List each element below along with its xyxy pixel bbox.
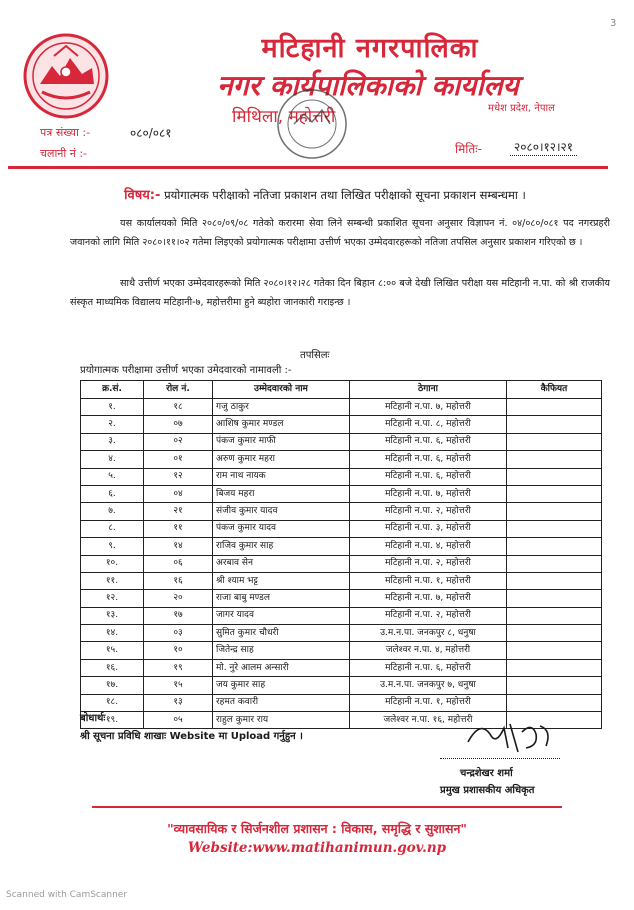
col-address: ठेगाना: [350, 381, 507, 399]
municipality-name: मटिहानी नगरपालिका: [261, 33, 479, 64]
cell-remarks: [507, 468, 602, 485]
cell-remarks: [507, 659, 602, 676]
table-row: [81, 659, 602, 676]
cell-serial: १८.: [81, 694, 144, 711]
cell-serial: १०.: [81, 555, 144, 572]
cell-address: उ.म.न.पा. जनकपुर ८, धनुषा: [350, 625, 507, 642]
cell-name: राहुल कुमार राय: [213, 712, 350, 729]
cell-serial: १.: [81, 399, 144, 416]
cell-remarks: [507, 433, 602, 450]
cell-name: गजु ठाकुर: [213, 399, 350, 416]
table-row: [81, 538, 602, 555]
cell-remarks: [507, 416, 602, 433]
cell-serial: ४.: [81, 451, 144, 468]
cell-serial: ५.: [81, 468, 144, 485]
col-name: उम्मेदवारको नाम: [213, 381, 350, 399]
cell-roll: ०२: [144, 433, 213, 450]
cell-serial: १९.: [81, 712, 144, 729]
cell-serial: ६.: [81, 485, 144, 502]
cell-roll: १७: [144, 607, 213, 624]
cell-address: मटिहानी न.पा. ६, महोत्तरी: [350, 433, 507, 450]
cell-name: संजीव कुमार यादव: [213, 503, 350, 520]
cell-serial: १२.: [81, 590, 144, 607]
header-divider: [8, 166, 608, 169]
cell-remarks: [507, 625, 602, 642]
cell-name: आशिष कुमार मण्डल: [213, 416, 350, 433]
cell-serial: ११.: [81, 572, 144, 589]
cell-remarks: [507, 555, 602, 572]
date-label: मितिः-: [455, 142, 482, 156]
table-row: [81, 451, 602, 468]
cell-roll: ०६: [144, 555, 213, 572]
footer-website: Website:www.matihanimun.gov.np: [187, 840, 447, 856]
results-table: [80, 380, 602, 729]
cc-label: बोधार्थः: [80, 713, 106, 724]
cell-serial: १४.: [81, 625, 144, 642]
cell-address: मटिहानी न.पा. ७, महोत्तरी: [350, 485, 507, 502]
cell-remarks: [507, 399, 602, 416]
scanner-watermark: Scanned with CamScanner: [6, 890, 128, 900]
cell-address: जलेश्वर न.पा. १६, महोत्तरी: [350, 712, 507, 729]
cell-address: मटिहानी न.पा. २, महोत्तरी: [350, 607, 507, 624]
footer-slogan: "व्यावसायिक र सिर्जनशील प्रशासन : विकास, समृद्धि र सुशासन": [167, 821, 467, 836]
table-row: [81, 399, 602, 416]
cell-serial: १३.: [81, 607, 144, 624]
cell-name: रहमत कवारी: [213, 694, 350, 711]
table-row: [81, 607, 602, 624]
cell-roll: १५: [144, 677, 213, 694]
cell-serial: १६.: [81, 659, 144, 676]
cell-name: बिजय महरा: [213, 485, 350, 502]
cell-remarks: [507, 590, 602, 607]
body-paragraph-2: साथै उत्तीर्ण भएका उम्मेदवारहरूको मिति २०८०।१२।२८ गतेका दिन बिहान ८:०० बजे देखी लिखित परीक्षा यस मटिहानी न.पा. को श्री राजकीय संस्कृत माध्यमिक विद्यालय मटिहानी-७, महोत्तरीमा हुने ब्यहोरा जानकारी गराइन्छ ।: [70, 278, 610, 308]
cell-roll: १९: [144, 659, 213, 676]
cell-roll: १४: [144, 538, 213, 555]
cell-serial: १५.: [81, 642, 144, 659]
table-row: [81, 468, 602, 485]
cell-roll: १६: [144, 572, 213, 589]
table-row: [81, 485, 602, 502]
cell-address: मटिहानी न.पा. ८, महोत्तरी: [350, 416, 507, 433]
cell-remarks: [507, 677, 602, 694]
table-row: [81, 520, 602, 537]
cell-address: मटिहानी न.पा. ७, महोत्तरी: [350, 399, 507, 416]
cell-remarks: [507, 607, 602, 624]
cell-remarks: [507, 572, 602, 589]
cell-address: मटिहानी न.पा. ४, महोत्तरी: [350, 538, 507, 555]
cell-name: अरबाव सेन: [213, 555, 350, 572]
office-name: नगर कार्यपालिकाको कार्यालय: [217, 69, 519, 102]
cell-serial: ७.: [81, 503, 144, 520]
table-row: [81, 694, 602, 711]
province-line: मधेश प्रदेश, नेपाल: [488, 103, 555, 114]
dispatch-number-label: चलानी नं :-: [40, 147, 88, 160]
cell-name: पंकज कुमार यादव: [213, 520, 350, 537]
footer-divider: [92, 806, 562, 808]
signature-line: [440, 758, 560, 759]
cell-serial: १७.: [81, 677, 144, 694]
cell-serial: ३.: [81, 433, 144, 450]
cc-text: श्री सूचना प्रविधि शाखाः Website मा Upload गर्नुहुन ।: [80, 731, 303, 742]
cell-remarks: [507, 451, 602, 468]
table-row: [81, 433, 602, 450]
subject-label: विषय:-: [124, 188, 161, 203]
nepal-emblem-logo: [22, 32, 110, 120]
cell-roll: ०३: [144, 625, 213, 642]
table-row: [81, 625, 602, 642]
subject-text: प्रयोगात्मक परीक्षाको नतिजा प्रकाशन तथा लिखित परीक्षाको सूचना प्रकाशन सम्बन्धमा ।: [164, 188, 526, 202]
cell-address: मटिहानी न.पा. ६, महोत्तरी: [350, 468, 507, 485]
cell-roll: २०: [144, 590, 213, 607]
cell-name: श्री श्याम भट्ट: [213, 572, 350, 589]
cell-roll: २१: [144, 503, 213, 520]
cell-name: जितेन्द्र साह: [213, 642, 350, 659]
cell-roll: ११: [144, 520, 213, 537]
cell-address: मटिहानी न.पा. १, महोत्तरी: [350, 694, 507, 711]
cell-serial: २.: [81, 416, 144, 433]
cell-address: मटिहानी न.पा. ६, महोत्तरी: [350, 451, 507, 468]
cell-remarks: [507, 520, 602, 537]
cell-name: अरुण कुमार महरा: [213, 451, 350, 468]
cell-roll: ०७: [144, 416, 213, 433]
cell-roll: १०: [144, 642, 213, 659]
col-remarks: कैफियत: [507, 381, 602, 399]
signatory-title: प्रमुख प्रशासकीय अधिकृत: [440, 785, 535, 796]
col-roll: रोल नं.: [144, 381, 213, 399]
cell-remarks: [507, 485, 602, 502]
table-row: [81, 555, 602, 572]
cell-name: सुमित कुमार चौधरी: [213, 625, 350, 642]
letter-number-value: ०८०/०८१: [130, 126, 172, 140]
cell-name: मो. नुरे आलम अन्सारी: [213, 659, 350, 676]
col-serial: क्र.सं.: [81, 381, 144, 399]
cell-serial: ८.: [81, 520, 144, 537]
cell-roll: १२: [144, 468, 213, 485]
cell-name: जय कुमार साह: [213, 677, 350, 694]
table-row: [81, 677, 602, 694]
cell-address: उ.म.न.पा. जनकपुर ७, धनुषा: [350, 677, 507, 694]
cell-remarks: [507, 694, 602, 711]
table-row: [81, 642, 602, 659]
table-header-row: [81, 381, 602, 399]
cell-address: मटिहानी न.पा. ३, महोत्तरी: [350, 520, 507, 537]
official-stamp: [272, 84, 352, 164]
body-paragraph-1: यस कार्यालयको मिति २०८०/०९/०८ गतेको करारमा सेवा लिने सम्बन्धी प्रकाशित सूचना अनुसार विज्ञापन नं. ०४/०८०/०८१ पद नगरप्रहरी जवानको लागि मिति २०८०।११।०२ गतेमा लिइएको प्रयोगात्मक परीक्षामा उत्तीर्ण भएका उम्मेदवारहरूको नतिजा तपसिल अनुसार प्रकाशन गरिएको छ ।: [70, 218, 610, 248]
cell-roll: १८: [144, 399, 213, 416]
district-line: मिथिला, महोत्तरी: [232, 107, 336, 127]
cell-remarks: [507, 503, 602, 520]
cell-address: जलेश्वर न.पा. ४, महोत्तरी: [350, 642, 507, 659]
cell-address: मटिहानी न.पा. २, महोत्तरी: [350, 503, 507, 520]
corner-mark: 3: [610, 18, 617, 29]
cell-address: मटिहानी न.पा. ६, महोत्तरी: [350, 659, 507, 676]
table-row: [81, 590, 602, 607]
date-value: २०८०।१२।२१: [510, 138, 577, 156]
table-row: [81, 572, 602, 589]
table-title: प्रयोगात्मक परीक्षामा उत्तीर्ण भएका उमेदवारको नामावली :-: [80, 365, 292, 376]
cell-address: मटिहानी न.पा. १, महोत्तरी: [350, 572, 507, 589]
letter-number-label: पत्र संख्या :-: [40, 126, 91, 139]
cell-name: जागर यादव: [213, 607, 350, 624]
signature: [460, 712, 560, 757]
cell-serial: ९.: [81, 538, 144, 555]
cell-address: मटिहानी न.पा. ७, महोत्तरी: [350, 590, 507, 607]
cell-name: राजा बाबु मण्डल: [213, 590, 350, 607]
cell-roll: ०४: [144, 485, 213, 502]
cell-roll: ०१: [144, 451, 213, 468]
cell-name: पंकज कुमार माफी: [213, 433, 350, 450]
table-row: [81, 503, 602, 520]
subject-line: [40, 185, 610, 203]
signatory-name: चन्द्रशेखर शर्मा: [460, 768, 513, 779]
cell-remarks: [507, 642, 602, 659]
cell-remarks: [507, 538, 602, 555]
cell-name: राम नाथ नायक: [213, 468, 350, 485]
appendix-label: तपसिलः: [300, 350, 330, 361]
cell-roll: ०५: [144, 712, 213, 729]
cell-name: राजिव कुमार साह: [213, 538, 350, 555]
cell-address: मटिहानी न.पा. २, महोत्तरी: [350, 555, 507, 572]
table-row: [81, 416, 602, 433]
cell-roll: १३: [144, 694, 213, 711]
